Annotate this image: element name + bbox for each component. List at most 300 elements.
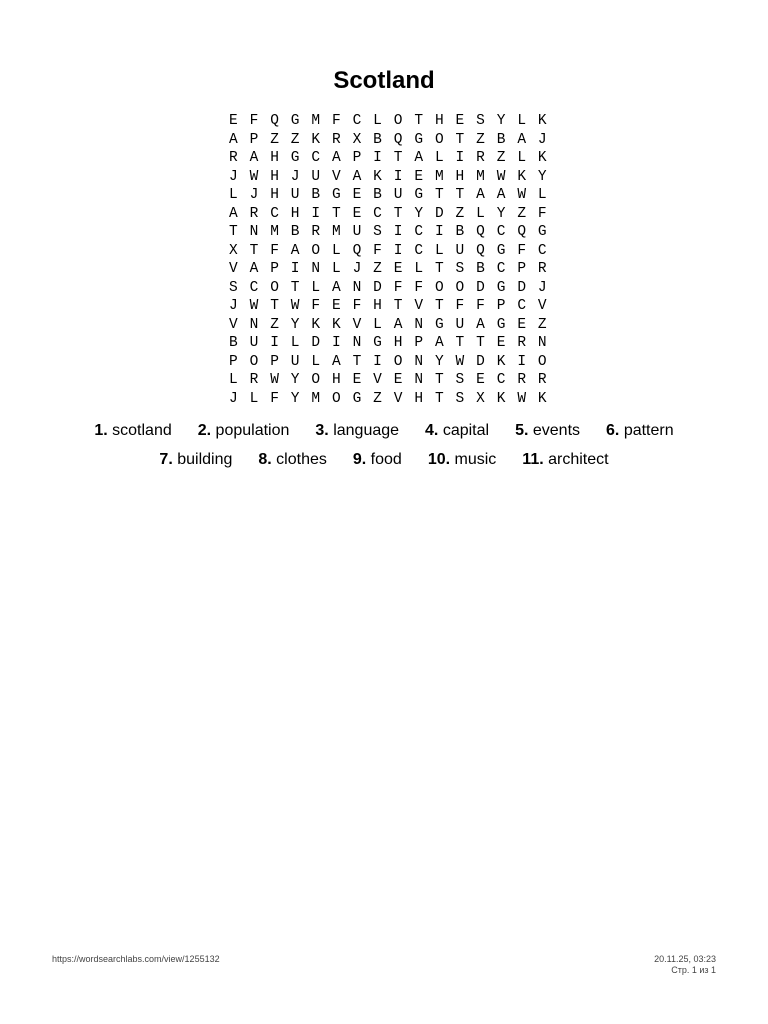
grid-cell: B <box>311 187 321 203</box>
grid-cell: P <box>249 131 259 148</box>
grid-cell: U <box>455 316 465 333</box>
word-text: pattern <box>623 422 674 439</box>
grid-cell: Z <box>373 261 382 277</box>
page-title: Scotland <box>333 67 435 94</box>
grid-cell: P <box>270 353 279 370</box>
grid-cell: S <box>476 113 485 129</box>
word-list-item <box>258 450 327 470</box>
grid-cell: A <box>414 150 424 166</box>
grid-cell: C <box>249 279 259 296</box>
grid-cell: L <box>331 242 341 259</box>
grid-cell: C <box>496 372 506 388</box>
grid-cell: Q <box>476 242 485 259</box>
grid-cell: N <box>249 316 259 333</box>
grid-cell: E <box>517 316 527 333</box>
grid-cell: T <box>455 131 465 148</box>
grid-cell: C <box>517 298 527 314</box>
grid-cell: J <box>290 168 300 185</box>
grid-cell: C <box>373 205 382 222</box>
grid-cell: F <box>537 205 547 222</box>
grid-row <box>229 390 559 409</box>
grid-cell: H <box>270 150 279 166</box>
grid-cell: I <box>517 353 527 370</box>
grid-cell: T <box>290 279 300 296</box>
grid-cell: C <box>414 224 424 240</box>
grid-cell: A <box>352 168 362 185</box>
grid-cell: A <box>393 316 403 333</box>
grid-cell: D <box>476 279 485 296</box>
grid-cell: I <box>311 205 321 222</box>
word-list-line-2 <box>0 450 768 470</box>
grid-cell: H <box>270 168 279 185</box>
grid-cell: R <box>331 131 341 148</box>
footer-meta <box>654 954 716 976</box>
grid-cell: I <box>393 242 403 259</box>
footer-datetime: 20.11.25, 03:23 <box>654 954 716 964</box>
grid-cell: G <box>414 187 424 203</box>
grid-cell: G <box>290 150 300 166</box>
grid-cell: T <box>434 372 444 388</box>
grid-cell: L <box>373 316 382 333</box>
grid-cell: C <box>352 113 362 129</box>
grid-cell: X <box>229 242 238 259</box>
grid-cell: K <box>537 150 547 166</box>
grid-cell: P <box>496 298 506 314</box>
grid-cell: A <box>331 279 341 296</box>
grid-cell: Y <box>414 205 424 222</box>
grid-cell: O <box>434 279 444 296</box>
grid-cell: H <box>290 205 300 222</box>
grid-cell: F <box>249 113 259 129</box>
grid-cell: O <box>331 390 341 407</box>
grid-cell: G <box>496 242 506 259</box>
grid-cell: T <box>476 335 485 351</box>
grid-cell: T <box>331 205 341 222</box>
grid-cell: Y <box>496 205 506 222</box>
grid-cell: O <box>270 279 279 296</box>
grid-cell: Y <box>434 353 444 370</box>
grid-cell: Z <box>517 205 527 222</box>
grid-cell: T <box>455 335 465 351</box>
grid-cell: L <box>537 187 547 203</box>
grid-cell: B <box>476 261 485 277</box>
grid-cell: Q <box>393 131 403 148</box>
grid-row <box>229 316 559 335</box>
grid-cell: A <box>229 131 238 148</box>
grid-cell: E <box>393 261 403 277</box>
word-list-item <box>315 421 399 441</box>
grid-cell: B <box>496 131 506 148</box>
grid-cell: U <box>290 187 300 203</box>
grid-cell: Q <box>270 113 279 129</box>
grid-cell: K <box>537 113 547 129</box>
word-list-item <box>515 421 580 441</box>
grid-cell: H <box>373 298 382 314</box>
word-number: 4. <box>425 422 439 439</box>
grid-cell: W <box>496 168 506 185</box>
grid-cell: X <box>352 131 362 148</box>
grid-cell: J <box>229 298 238 314</box>
grid-cell: H <box>270 187 279 203</box>
grid-cell: K <box>331 316 341 333</box>
grid-cell: A <box>434 335 444 351</box>
grid-cell: S <box>373 224 382 240</box>
grid-cell: C <box>311 150 321 166</box>
grid-cell: S <box>229 279 238 296</box>
grid-row <box>229 242 559 261</box>
word-list-item <box>198 421 290 441</box>
grid-cell: I <box>290 261 300 277</box>
grid-cell: E <box>352 205 362 222</box>
grid-cell: J <box>537 279 547 296</box>
grid-cell: T <box>434 187 444 203</box>
grid-cell: T <box>229 224 238 240</box>
grid-row <box>229 260 559 279</box>
grid-cell: E <box>352 187 362 203</box>
grid-cell: M <box>476 168 485 185</box>
grid-cell: S <box>455 372 465 388</box>
grid-row <box>229 149 559 168</box>
grid-cell: V <box>373 372 382 388</box>
grid-cell: I <box>373 353 382 370</box>
grid-cell: C <box>414 242 424 259</box>
grid-cell: Y <box>496 113 506 129</box>
grid-cell: V <box>537 298 547 314</box>
grid-cell: Y <box>290 372 300 388</box>
word-list-item <box>428 450 496 470</box>
grid-cell: L <box>290 335 300 351</box>
grid-cell: M <box>331 224 341 240</box>
grid-cell: U <box>311 168 321 185</box>
grid-cell: N <box>311 261 321 277</box>
grid-cell: B <box>373 187 382 203</box>
grid-cell: F <box>414 279 424 296</box>
grid-cell: K <box>496 390 506 407</box>
word-text: music <box>454 451 497 468</box>
word-text: clothes <box>276 451 327 468</box>
grid-cell: J <box>229 168 238 185</box>
grid-cell: Z <box>496 150 506 166</box>
grid-cell: G <box>290 113 300 129</box>
grid-cell: D <box>311 335 321 351</box>
grid-cell: Z <box>373 390 382 407</box>
grid-cell: N <box>414 316 424 333</box>
grid-cell: T <box>434 298 444 314</box>
grid-cell: L <box>517 150 527 166</box>
grid-cell: T <box>393 150 403 166</box>
grid-cell: N <box>352 279 362 296</box>
word-list-item <box>606 421 674 441</box>
grid-cell: R <box>476 150 485 166</box>
grid-cell: T <box>352 353 362 370</box>
grid-cell: K <box>517 168 527 185</box>
grid-cell: L <box>517 113 527 129</box>
grid-cell: K <box>537 390 547 407</box>
grid-cell: Y <box>537 168 547 185</box>
grid-cell: M <box>434 168 444 185</box>
grid-cell: G <box>373 335 382 351</box>
grid-cell: S <box>455 261 465 277</box>
grid-cell: A <box>331 353 341 370</box>
grid-cell: W <box>517 187 527 203</box>
grid-cell: O <box>537 353 547 370</box>
grid-cell: O <box>311 242 321 259</box>
word-text: food <box>370 451 402 468</box>
word-text: scotland <box>112 422 172 439</box>
grid-cell: Y <box>290 390 300 407</box>
word-number: 11. <box>522 451 544 468</box>
grid-cell: J <box>352 261 362 277</box>
grid-cell: G <box>414 131 424 148</box>
grid-cell: L <box>476 205 485 222</box>
grid-cell: U <box>352 224 362 240</box>
grid-cell: T <box>455 187 465 203</box>
grid-cell: F <box>270 242 279 259</box>
grid-cell: W <box>270 372 279 388</box>
grid-cell: L <box>434 150 444 166</box>
grid-cell: R <box>229 150 238 166</box>
grid-cell: L <box>249 390 259 407</box>
grid-cell: D <box>434 205 444 222</box>
grid-cell: O <box>455 279 465 296</box>
grid-cell: J <box>229 390 238 407</box>
grid-cell: E <box>496 335 506 351</box>
grid-row <box>229 186 559 205</box>
word-number: 10. <box>427 451 451 468</box>
grid-cell: T <box>434 390 444 407</box>
grid-cell: G <box>496 316 506 333</box>
grid-cell: J <box>249 187 259 203</box>
grid-cell: H <box>393 335 403 351</box>
word-number: 9. <box>352 451 367 468</box>
grid-cell: F <box>373 242 382 259</box>
word-number: 3. <box>315 422 329 439</box>
grid-cell: A <box>249 150 259 166</box>
grid-cell: N <box>352 335 362 351</box>
grid-cell: Z <box>290 131 300 148</box>
grid-cell: R <box>537 372 547 388</box>
grid-cell: L <box>311 353 321 370</box>
grid-cell: P <box>229 353 238 370</box>
grid-cell: Q <box>517 224 527 240</box>
grid-cell: G <box>434 316 444 333</box>
grid-cell: I <box>393 224 403 240</box>
word-text: population <box>215 422 290 439</box>
grid-cell: F <box>270 390 279 407</box>
grid-cell: R <box>537 261 547 277</box>
grid-cell: Y <box>290 316 300 333</box>
word-list-line-1 <box>0 421 768 441</box>
word-text: capital <box>442 422 490 439</box>
grid-cell: U <box>393 187 403 203</box>
word-list-item <box>353 450 402 470</box>
grid-cell: E <box>352 372 362 388</box>
grid-cell: H <box>434 113 444 129</box>
grid-cell: T <box>249 242 259 259</box>
grid-cell: K <box>496 353 506 370</box>
grid-cell: M <box>270 224 279 240</box>
grid-cell: W <box>249 298 259 314</box>
grid-cell: I <box>331 335 341 351</box>
word-list-item <box>159 450 232 470</box>
grid-row <box>229 297 559 316</box>
grid-cell: E <box>229 113 238 129</box>
grid-cell: W <box>455 353 465 370</box>
grid-cell: L <box>373 113 382 129</box>
grid-cell: F <box>352 298 362 314</box>
word-number: 7. <box>159 451 173 468</box>
grid-cell: C <box>270 205 279 222</box>
grid-cell: O <box>393 353 403 370</box>
word-list-item <box>425 421 489 441</box>
grid-cell: N <box>249 224 259 240</box>
grid-cell: Z <box>537 316 547 333</box>
word-text: building <box>177 451 233 468</box>
grid-row <box>229 353 559 372</box>
grid-cell: I <box>270 335 279 351</box>
grid-cell: R <box>249 205 259 222</box>
word-number: 1. <box>94 422 108 439</box>
letter-grid <box>229 112 559 408</box>
grid-cell: R <box>311 224 321 240</box>
grid-cell: O <box>311 372 321 388</box>
grid-row <box>229 371 559 390</box>
grid-row <box>229 334 559 353</box>
grid-cell: A <box>476 316 485 333</box>
grid-cell: L <box>331 261 341 277</box>
grid-cell: F <box>517 242 527 259</box>
grid-cell: B <box>229 335 238 351</box>
grid-cell: Z <box>270 316 279 333</box>
grid-cell: O <box>249 353 259 370</box>
grid-cell: M <box>311 390 321 407</box>
grid-cell: V <box>229 261 238 277</box>
grid-cell: B <box>455 224 465 240</box>
grid-cell: L <box>229 187 238 203</box>
grid-cell: G <box>496 279 506 296</box>
grid-cell: P <box>270 261 279 277</box>
grid-cell: D <box>476 353 485 370</box>
grid-cell: H <box>331 372 341 388</box>
grid-cell: H <box>414 390 424 407</box>
grid-cell: I <box>434 224 444 240</box>
grid-cell: S <box>455 390 465 407</box>
grid-cell: T <box>393 298 403 314</box>
grid-cell: L <box>311 279 321 296</box>
grid-cell: J <box>537 131 547 148</box>
grid-cell: Z <box>455 205 465 222</box>
grid-row <box>229 131 559 150</box>
grid-cell: B <box>290 224 300 240</box>
grid-cell: B <box>373 131 382 148</box>
grid-cell: P <box>517 261 527 277</box>
grid-cell: K <box>311 131 321 148</box>
word-number: 5. <box>515 422 529 439</box>
grid-cell: G <box>352 390 362 407</box>
grid-cell: N <box>414 372 424 388</box>
grid-cell: U <box>290 353 300 370</box>
grid-cell: C <box>496 224 506 240</box>
grid-cell: T <box>434 261 444 277</box>
word-list-item <box>522 450 608 470</box>
grid-cell: I <box>373 150 382 166</box>
grid-cell: R <box>517 335 527 351</box>
grid-cell: K <box>311 316 321 333</box>
grid-cell: G <box>331 187 341 203</box>
grid-cell: D <box>373 279 382 296</box>
grid-cell: X <box>476 390 485 407</box>
grid-cell: V <box>393 390 403 407</box>
grid-cell: T <box>393 205 403 222</box>
grid-cell: V <box>414 298 424 314</box>
grid-row <box>229 223 559 242</box>
grid-cell: A <box>496 187 506 203</box>
grid-cell: A <box>517 131 527 148</box>
grid-cell: F <box>455 298 465 314</box>
grid-cell: Z <box>476 131 485 148</box>
grid-cell: A <box>249 261 259 277</box>
grid-cell: T <box>270 298 279 314</box>
grid-cell: A <box>331 150 341 166</box>
grid-cell: V <box>331 168 341 185</box>
grid-cell: L <box>434 242 444 259</box>
grid-cell: Q <box>476 224 485 240</box>
grid-cell: P <box>414 335 424 351</box>
grid-cell: E <box>331 298 341 314</box>
grid-cell: N <box>414 353 424 370</box>
grid-cell: Z <box>270 131 279 148</box>
grid-cell: C <box>496 261 506 277</box>
grid-cell: O <box>434 131 444 148</box>
grid-cell: T <box>414 113 424 129</box>
word-number: 6. <box>606 422 620 439</box>
footer-url: https://wordsearchlabs.com/view/1255132 <box>52 954 220 964</box>
grid-cell: F <box>393 279 403 296</box>
grid-cell: L <box>229 372 238 388</box>
grid-cell: F <box>476 298 485 314</box>
word-text: architect <box>548 451 609 468</box>
grid-cell: D <box>517 279 527 296</box>
grid-cell: K <box>373 168 382 185</box>
grid-cell: R <box>517 372 527 388</box>
grid-cell: A <box>476 187 485 203</box>
grid-cell: N <box>537 335 547 351</box>
grid-row <box>229 168 559 187</box>
grid-cell: H <box>455 168 465 185</box>
grid-cell: I <box>455 150 465 166</box>
grid-row <box>229 112 559 131</box>
word-list-item <box>94 421 171 441</box>
grid-cell: O <box>393 113 403 129</box>
grid-cell: V <box>229 316 238 333</box>
grid-cell: E <box>414 168 424 185</box>
grid-row <box>229 279 559 298</box>
word-number: 8. <box>258 451 272 468</box>
footer-page-number: Стр. 1 из 1 <box>671 965 716 975</box>
grid-cell: W <box>290 298 300 314</box>
grid-cell: G <box>537 224 547 240</box>
grid-cell: A <box>229 205 238 222</box>
grid-cell: A <box>290 242 300 259</box>
grid-cell: C <box>537 242 547 259</box>
grid-cell: E <box>393 372 403 388</box>
grid-cell: E <box>476 372 485 388</box>
grid-cell: W <box>517 390 527 407</box>
grid-cell: R <box>249 372 259 388</box>
grid-cell: Q <box>352 242 362 259</box>
grid-cell: M <box>311 113 321 129</box>
grid-cell: E <box>455 113 465 129</box>
